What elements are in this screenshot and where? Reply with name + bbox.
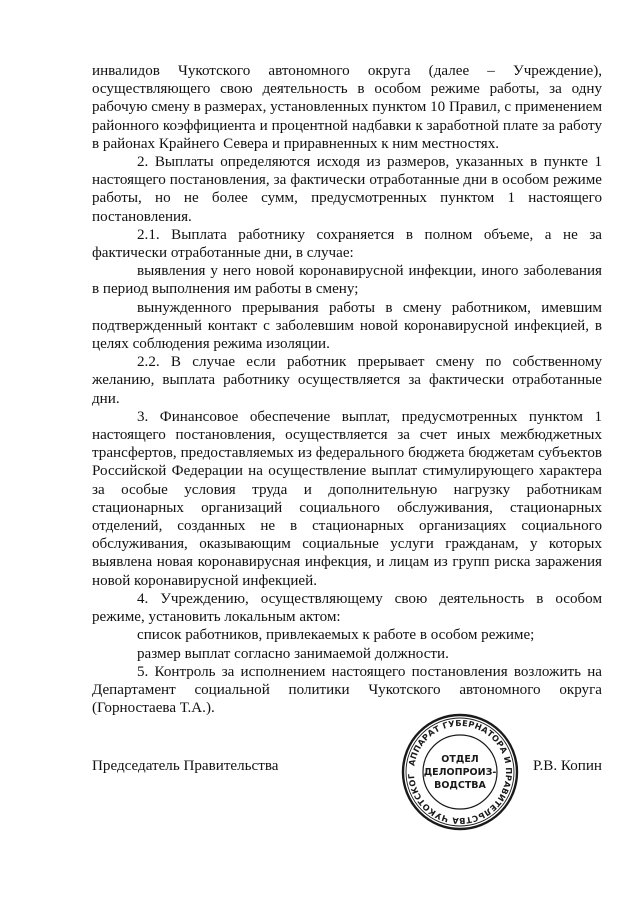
paragraph: размер выплат согласно занимаемой должности. bbox=[137, 645, 449, 662]
paragraph: вынужденного прерывания работы в смену работником, имевшим подтвержденный контакт с заболевшим новой коронавирусной инфекцией, в целях соблюдения режима изоляции. bbox=[92, 299, 602, 353]
stamp-center-line-1: ОТДЕЛ bbox=[441, 754, 479, 765]
paragraph: 4. Учреждению, осуществляющему свою деятельность в особом режиме, установить локальным актом: bbox=[92, 590, 602, 626]
paragraph: 2.1. Выплата работнику сохраняется в полном объеме, а не за фактически отработанные дни, в случае: bbox=[92, 226, 602, 262]
stamp-center-line-3: ВОДСТВА bbox=[434, 780, 486, 791]
paragraph: инвалидов Чукотского автономного округа (далее – Учреждение), осуществляющего свою деятельность в особом режиме работы, за одну рабочую смену в размерах, установленных пунктом 10 Правил, с применением районного коэффициента и процентной надбавки к заработной плате за работу в районах Крайнего Севера и приравненных к ним местностях. bbox=[92, 63, 602, 152]
stamp-seal bbox=[400, 712, 520, 832]
paragraph: 3. Финансовое обеспечение выплат, предусмотренных пунктом 1 настоящего постановления, осуществляется за счет иных межбюджетных трансфертов, предоставляемых из федерального бюджета бюджетам субъектов Российской Федерации на осуществление выплат стимулирующего характера за особые условия труда и дополнительную нагрузку работникам стационарных организаций социального обслуживания, стационарных отделений, созданных не в стационарных организациях социального обслуживания, оказывающим социальные услуги гражданам, у которых выявлена новая коронавирусная инфекция, и лицам из групп риска заражения новой коронавирусной инфекцией. bbox=[92, 408, 602, 589]
official-stamp bbox=[400, 712, 520, 832]
paragraph: 2.2. В случае если работник прерывает смену по собственному желанию, выплата работнику осуществляется за фактически отработанные дни. bbox=[92, 354, 602, 407]
paragraph: список работников, привлекаемых к работе в особом режиме; bbox=[137, 627, 535, 644]
paragraph: 5. Контроль за исполнением настоящего постановления возложить на Департамент социальной политики Чукотского автономного округа (Горностаева Т.А.). bbox=[92, 663, 602, 717]
stamp-ring-text: АППАРАТ ГУБЕРНАТОРА И ПРАВИТЕЛЬСТВА ЧУКОТСКОГ bbox=[405, 717, 515, 827]
signatory-position: Председатель Правительства bbox=[92, 758, 279, 774]
document-body bbox=[92, 62, 602, 717]
paragraph: выявления у него новой коронавирусной инфекции, иного заболевания в период выполнения им работы в смену; bbox=[92, 263, 602, 298]
signatory-name: Р.В. Копин bbox=[533, 758, 602, 774]
stamp-center-line-2: ДЕЛОПРОИЗ- bbox=[423, 767, 497, 778]
paragraph: 2. Выплаты определяются исходя из размеров, указанных в пункте 1 настоящего постановления, за фактически отработанные дни в особом режиме работы, но не более сумм, предусмотренных пунктом 1 настоящего постановления. bbox=[92, 154, 602, 225]
